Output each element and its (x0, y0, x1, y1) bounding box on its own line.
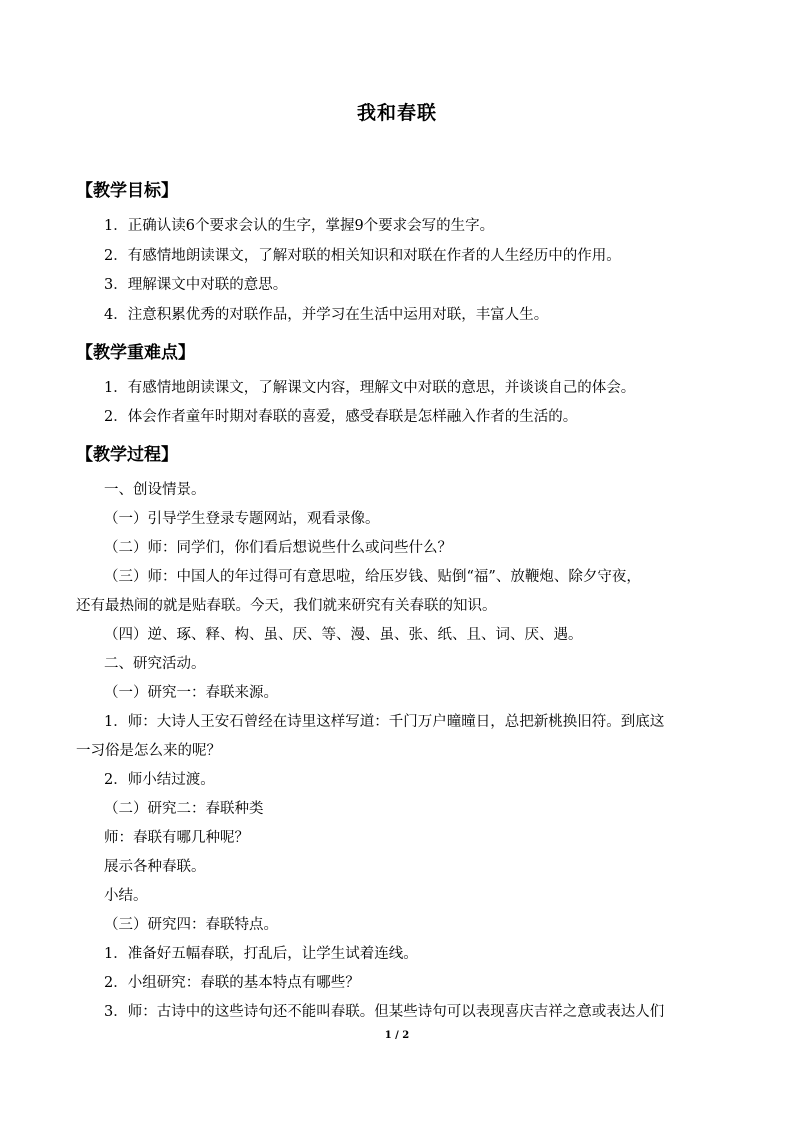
process-line: 3．师：古诗中的这些诗句还不能叫春联。但某些诗句可以表现喜庆吉祥之意或表达人们 (104, 1004, 665, 1020)
process-line: 师：春联有哪几种呢？ (104, 830, 249, 846)
process-heading: 【教学过程】 (76, 445, 178, 465)
process-line: 展示各种春联。 (104, 859, 206, 875)
key-point-item: 1．有感情地朗读课文，了解课文内容，理解文中对联的意思，并谈谈自己的体会。 (104, 380, 636, 396)
process-line: （二）研究二：春联种类 (104, 801, 264, 817)
process-line: （三）研究四：春联特点。 (104, 917, 278, 933)
process-line: 2．师小结过渡。 (104, 772, 215, 788)
process-line: （一）引导学生登录专题网站，观看录像。 (104, 511, 380, 527)
page-title: 我和春联 (356, 102, 437, 124)
process-line: 2．小组研究：春联的基本特点有哪些？ (104, 975, 360, 991)
key-point-item: 2．体会作者童年时期对春联的喜爱，感受春联是怎样融入作者的生活的。 (104, 409, 578, 425)
objective-item: 3．理解课文中对联的意思。 (104, 277, 288, 293)
process-line: （四）逆、琢、释、构、虽、厌、等、漫、虽、张、纸、且、词、厌、遇。 (104, 627, 583, 643)
objective-item: 2．有感情地朗读课文，了解对联的相关知识和对联在作者的人生经历中的作用。 (104, 248, 621, 264)
process-line: 1．师：大诗人王安石曾经在诗里这样写道：千门万户曈曈日，总把新桃换旧符。到底这 (104, 714, 665, 730)
key-points-heading: 【教学重难点】 (76, 343, 195, 363)
process-line: 还有最热闹的就是贴春联。今天，我们就来研究有关春联的知识。 (76, 598, 497, 614)
page-number: 1 / 2 (384, 1030, 410, 1041)
objective-item: 1．正确认读6个要求会认的生字，掌握9个要求会写的生字。 (104, 218, 495, 234)
process-line: 二、研究活动。 (104, 656, 206, 672)
process-line: （二）师：同学们，你们看后想说些什么或问些什么？ (104, 540, 452, 556)
objective-item: 4．注意积累优秀的对联作品，并学习在生活中运用对联，丰富人生。 (104, 307, 549, 323)
process-line: 一习俗是怎么来的呢？ (76, 743, 221, 759)
objectives-heading: 【教学目标】 (76, 181, 178, 201)
process-line: 1．准备好五幅春联，打乱后，让学生试着连线。 (104, 946, 418, 962)
process-line: 一、创设情景。 (104, 482, 206, 498)
process-line: 小结。 (104, 888, 148, 904)
process-line: （一）研究一：春联来源。 (104, 685, 278, 701)
process-line: （三）师：中国人的年过得可有意思啦，给压岁钱、贴倒“福”、放鞭炮、除夕守夜， (104, 569, 641, 585)
